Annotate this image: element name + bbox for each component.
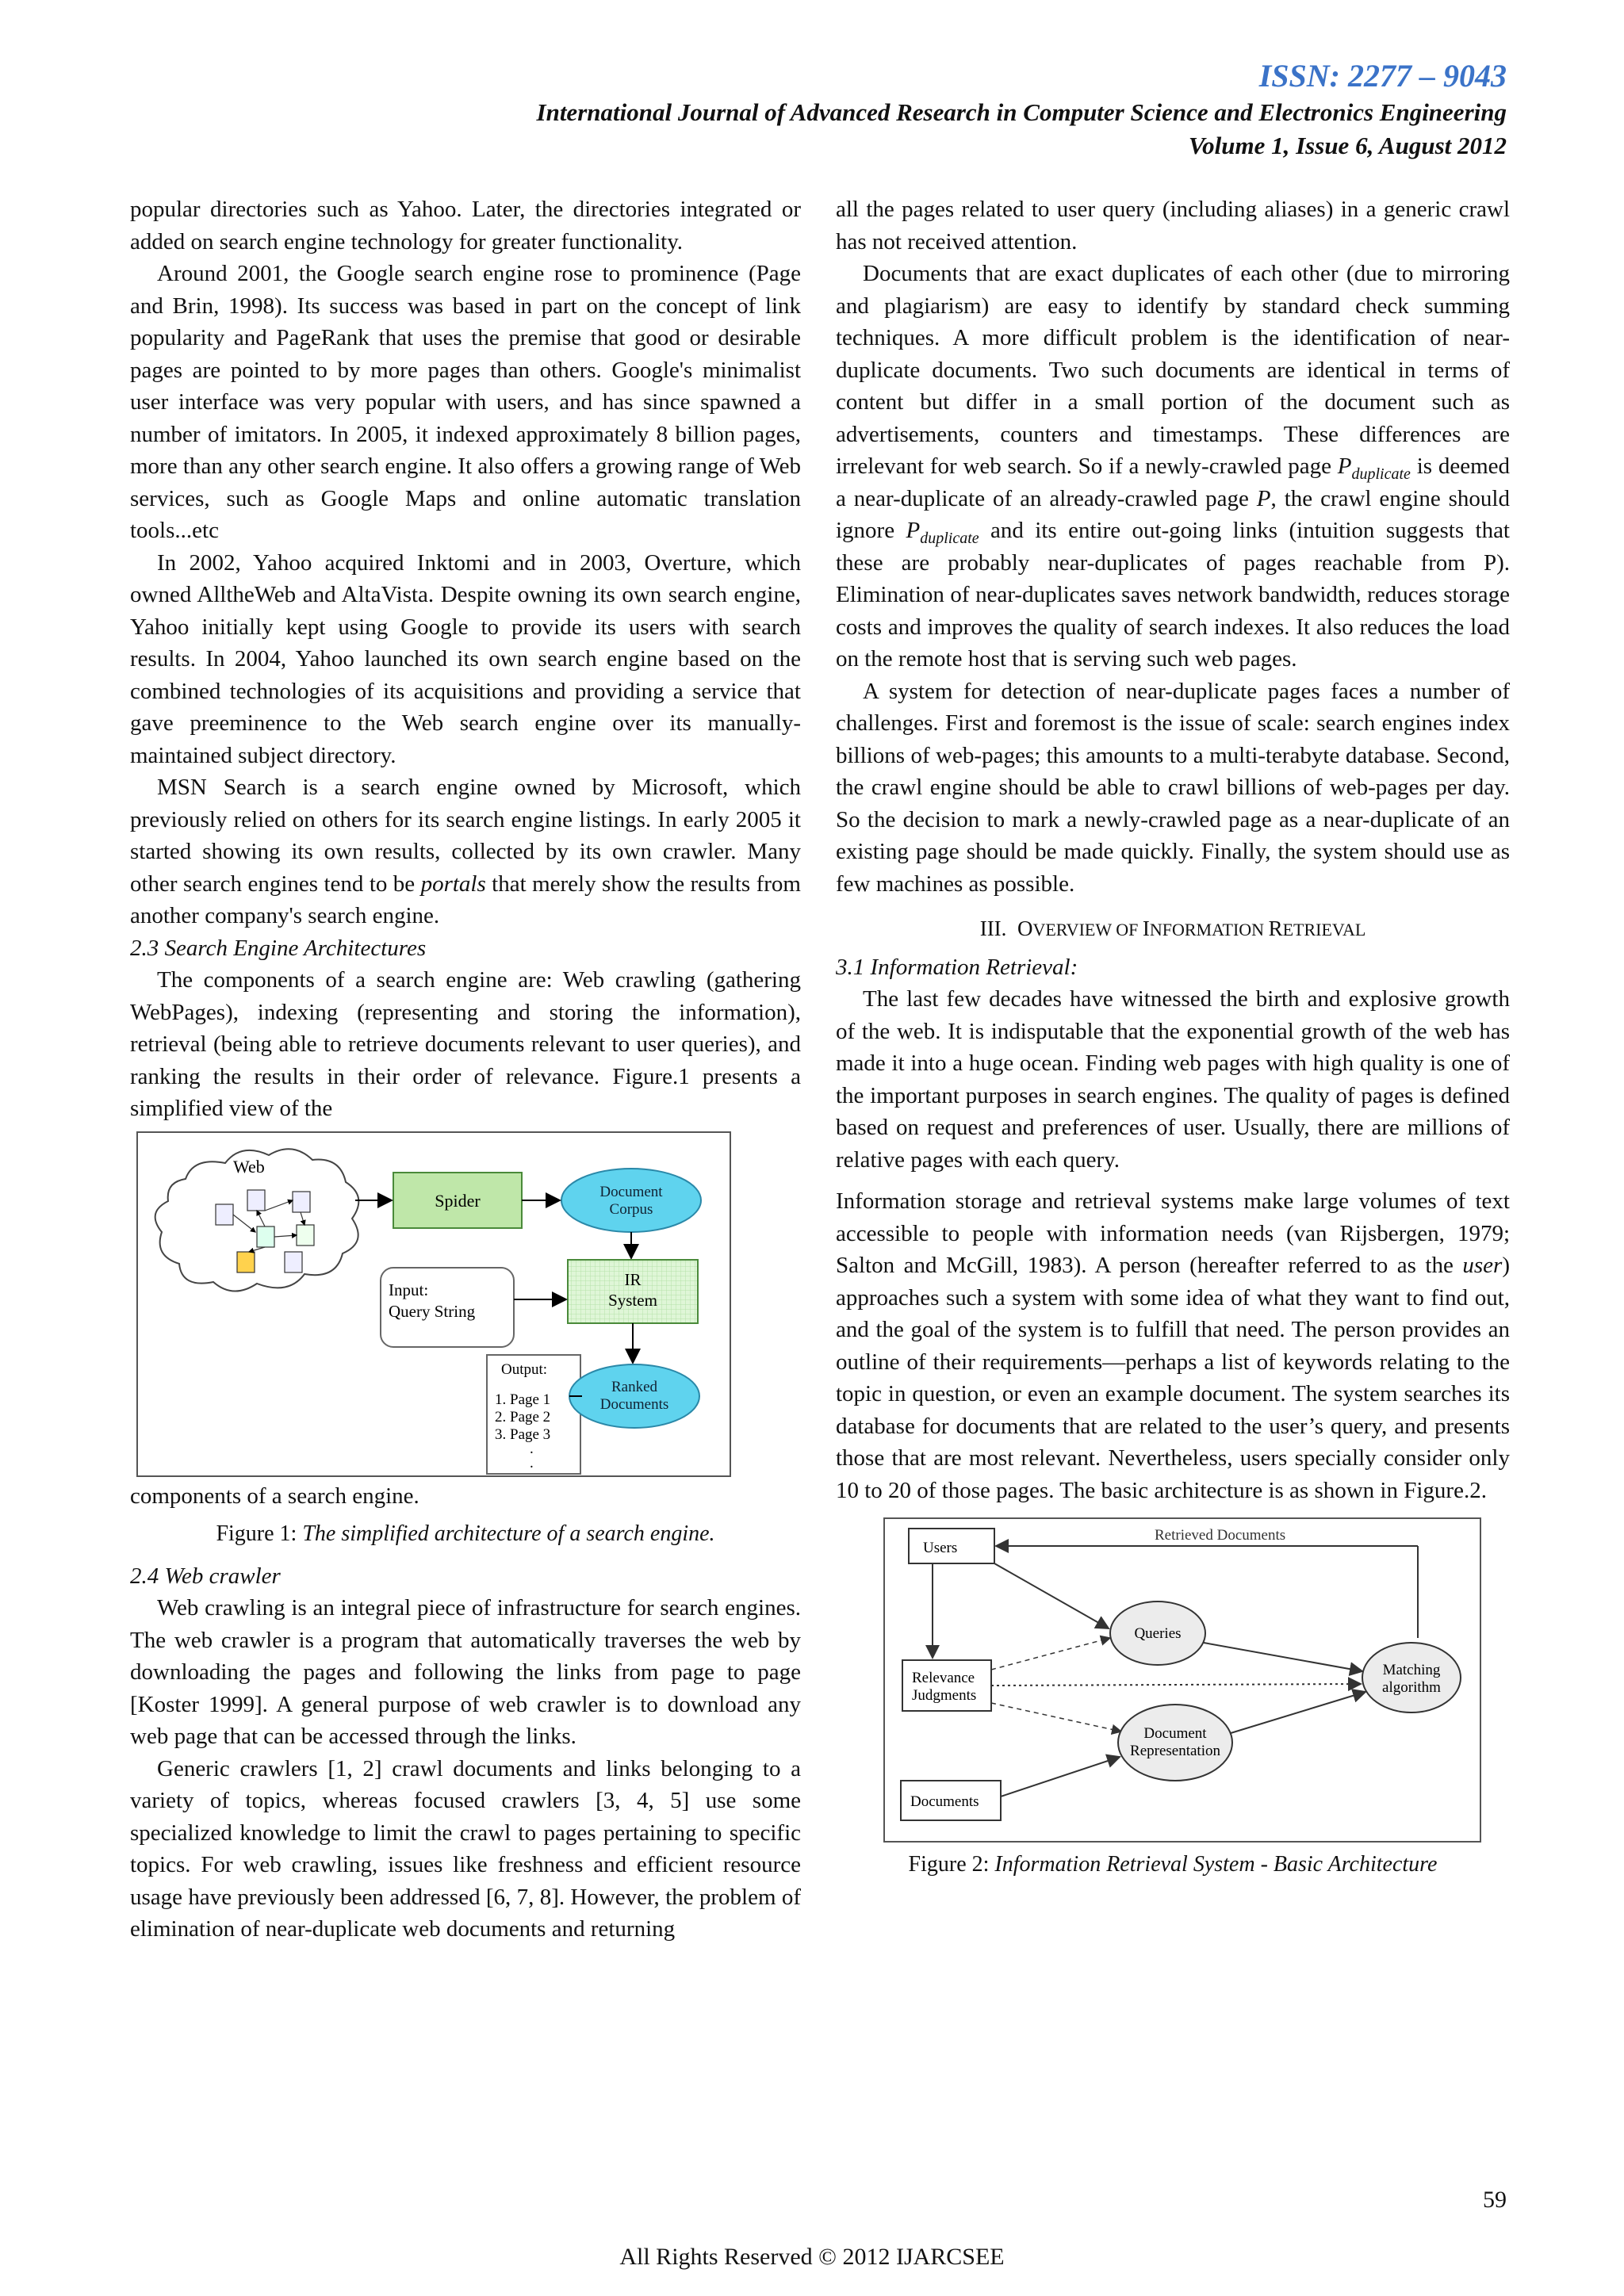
section-heading: III. OVERVIEW OF INFORMATION RETRIEVAL [979,916,1366,940]
page-number: 59 [1483,2187,1507,2213]
svg-text:Document: Document [1143,1725,1207,1742]
svg-text:Output:: Output: [501,1360,548,1378]
web-label: Web [233,1156,265,1177]
paragraph: Generic crawlers [1, 2] crawl documents and links belonging to a variety of topics, whereas focused crawlers [3, 4, 5] use some specialized knowledge to limit the crawl to pages pertaining to specific topics. For web crawling, issues like freshness and efficient resource usage have previously been addressed [6, 7, 8]. However, the problem of elimination of near-duplicate web documents and returning [130,1755,801,1942]
paragraph: popular directories such as Yahoo. Later, the directories integrated or added on search engine technology for greater functionality. [130,197,801,254]
paragraph-tail: components of a search engine. [130,1483,419,1509]
paragraph: Documents that are exact duplicates of each other (due to mirroring and plagiarism) are easy to identify by standard check summing techniques. A more difficult problem is the identification of near-duplicate documents. Two such documents are identical in terms of content but differ in a small portion of the document such as advertisements, counters and timestamps. These differences are irrelevant for web search. So if a newly-crawled page $P_{duplicate}$ is deemed a near-duplicate of an already-crawled page P, the crawl engine should ignore $P_{duplicate}$ and its entire out-going links (intuition suggests that these are probably near-duplicates of pages reachable from P). Elimination of near-duplicates saves network bandwidth, reduces storage costs and improves the quality of search indexes. It also reduces the load on the remote host that is serving such web pages. [836,261,1511,672]
figure-2-caption: Figure 2: Information Retrieval System - Basic Architecture [908,1852,1438,1877]
paragraph: Around 2001, the Google search engine rose to prominence (Page and Brin, 1998). Its success was based in part on the concept of link popularity and PageRank that uses the premise that good or desirable pages are pointed to by more pages than others. Google's minimalist user interface was very popular with users, and has since spawned a number of imitators. In 2005, it indexed approximately 8 billion pages, more than any other search engine. It also offers a growing range of Web services, such as Google Maps and online automatic translation tools...etc [130,261,801,543]
paragraph: A system for detection of near-duplicate pages faces a number of challenges. First and foremost is the issue of scale: search engines index billions of web-pages; this amounts to a multi-terabyte database. Second, the crawl engine should be able to crawl billions of web-pages per day. So the decision to mark a newly-crawled page as a near-duplicate of an existing page should be made quickly. Finally, the system should use as few machines as possible. [836,678,1510,897]
svg-text:Query String: Query String [389,1301,476,1321]
document-corpus-node [561,1169,701,1232]
svg-text:.: . [530,1440,534,1457]
subsection-heading: 3.1 Information Retrieval: [836,954,1078,980]
paragraph: In 2002, Yahoo acquired Inktomi and in 2003, Overture, which owned AlltheWeb and AltaVista. Despite owning its own search engine, Yahoo initially kept using Google to provide its users with search results. In 2004, Yahoo launched its own search engine based on the combined technologies of its acquisitions and providing a service that gave preeminence to the Web search engine over its manually-maintained subject directory. [130,549,801,768]
svg-text:Users: Users [923,1540,958,1556]
svg-text:Corpus: Corpus [609,1200,653,1218]
journal-title: International Journal of Advanced Research in Computer Science and Electronics Engineering [536,98,1507,126]
paragraph: Information storage and retrieval systems make large volumes of text accessible to people with information needs (van Rijsbergen, 1979; Salton and McGill, 1983). A person (hereafter referred to as the user) approaches such a system with some idea of what they want to find out, and the goal of the system is to fulfill that need. The person provides an outline of their requirements—perhaps a list of keywords relating to the topic in question, or even an example document. The system searches its database for documents that are related to the user’s query, and presents those that are most relevant. Nevertheless, users specially consider only 10 to 20 of those pages. The basic architecture is as shown in Figure.2. [836,1188,1510,1503]
svg-text:2. Page 2: 2. Page 2 [495,1408,551,1425]
svg-text:Queries: Queries [1134,1625,1182,1642]
svg-text:.: . [530,1454,534,1471]
svg-text:Document: Document [599,1183,663,1200]
svg-text:System: System [608,1290,657,1310]
paragraph: The last few decades have witnessed the birth and explosive growth of the web. It is indisputable that the exponential growth of the web has made it into a huge ocean. Finding web pages with high quality is one of the important purposes in search engines. The quality of pages is defined based on request and preferences of user. Usually, there are millions of relative pages with each query. [836,986,1510,1173]
svg-text:Documents: Documents [910,1793,979,1810]
svg-text:Relevance: Relevance [912,1670,975,1686]
svg-text:Judgments: Judgments [912,1687,977,1704]
svg-text:algorithm: algorithm [1382,1679,1441,1696]
subsection-heading: 2.4 Web crawler [130,1563,281,1589]
spider-label: Spider [435,1190,481,1211]
svg-text:1. Page 1: 1. Page 1 [495,1391,551,1408]
volume-info: Volume 1, Issue 6, August 2012 [1188,132,1507,159]
svg-text:3. Page 3: 3. Page 3 [495,1425,551,1443]
paragraph: MSN Search is a search engine owned by Microsoft, which previously relied on others for its search engine listings. In early 2005 it started showing its own results, collected by its own crawler. Many other search engines tend to be portals that merely show the results from another company's search engine. [130,775,801,928]
svg-text:Input:: Input: [389,1280,429,1299]
left-column [130,193,801,1946]
figure-1-diagram [136,1131,731,1477]
paragraph: Web crawling is an integral piece of infrastructure for search engines. The web crawler is a program that automatically traverses the web by downloading the pages and following the links from page to page [Koster 1999]. A general purpose of web crawler is to download any web page that can be accessed through the links. [130,1595,801,1749]
svg-text:Matching: Matching [1382,1662,1441,1678]
svg-text:Ranked: Ranked [611,1378,658,1395]
right-column [836,193,1510,1891]
svg-text:IR: IR [624,1269,642,1289]
svg-text:Representation: Representation [1130,1743,1220,1759]
paragraph: The components of a search engine are: Web crawling (gathering WebPages), indexing (representing and storing the information), retrieval (being able to retrieve documents relevant to user queries), and ranking the results in their order of relevance. Figure.1 presents a simplified view of the [130,967,801,1121]
figure-1-caption: Figure 1: The simplified architecture of a search engine. [216,1521,715,1546]
paragraph: all the pages related to user query (including aliases) in a generic crawl has not received attention. [836,197,1510,254]
footer-rights: All Rights Reserved © 2012 IJARCSEE [619,2244,1005,2270]
figure-2-diagram [883,1517,1481,1843]
subsection-heading: 2.3 Search Engine Architectures [130,935,427,961]
retrieved-documents-label: Retrieved Documents [1155,1527,1286,1544]
issn-header: ISSN: 2277 – 9043 [1258,58,1507,94]
svg-text:Documents: Documents [599,1395,669,1413]
